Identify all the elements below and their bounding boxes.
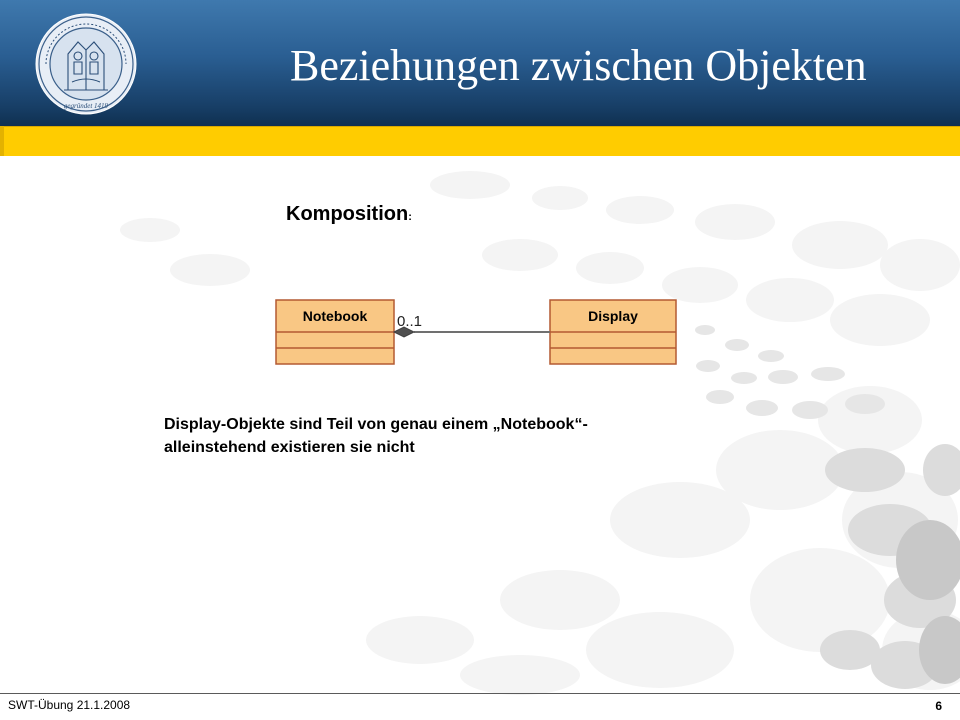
seal-text: gegründet 1419 [63, 102, 109, 110]
section-heading [286, 200, 412, 231]
uml-multiplicity: 0..1 [397, 313, 423, 330]
uml-class-display [550, 300, 676, 364]
footer-course-date: SWT-Übung 21.1.2008 [8, 698, 131, 712]
uml-composition-association [394, 313, 550, 337]
page-number: 6 [935, 699, 942, 713]
heading-text: Komposition [286, 203, 409, 225]
uml-class-display-name: Display [588, 308, 638, 324]
description-line-1: Display-Objekte sind Teil von genau einem „Notebook“- [164, 416, 588, 433]
description-line-2: alleinstehend existieren sie nicht [164, 439, 415, 456]
accent-bar-edge [0, 126, 4, 156]
university-seal-logo [34, 12, 138, 116]
uml-class-notebook [276, 300, 394, 364]
heading-colon: : [408, 211, 412, 223]
uml-class-notebook-name: Notebook [302, 308, 368, 324]
footer-divider [0, 693, 960, 694]
uml-composition-diagram [268, 290, 688, 370]
accent-bar [0, 126, 960, 156]
description-text [164, 413, 764, 459]
slide-title: Beziehungen zwischen Objekten [290, 41, 867, 90]
